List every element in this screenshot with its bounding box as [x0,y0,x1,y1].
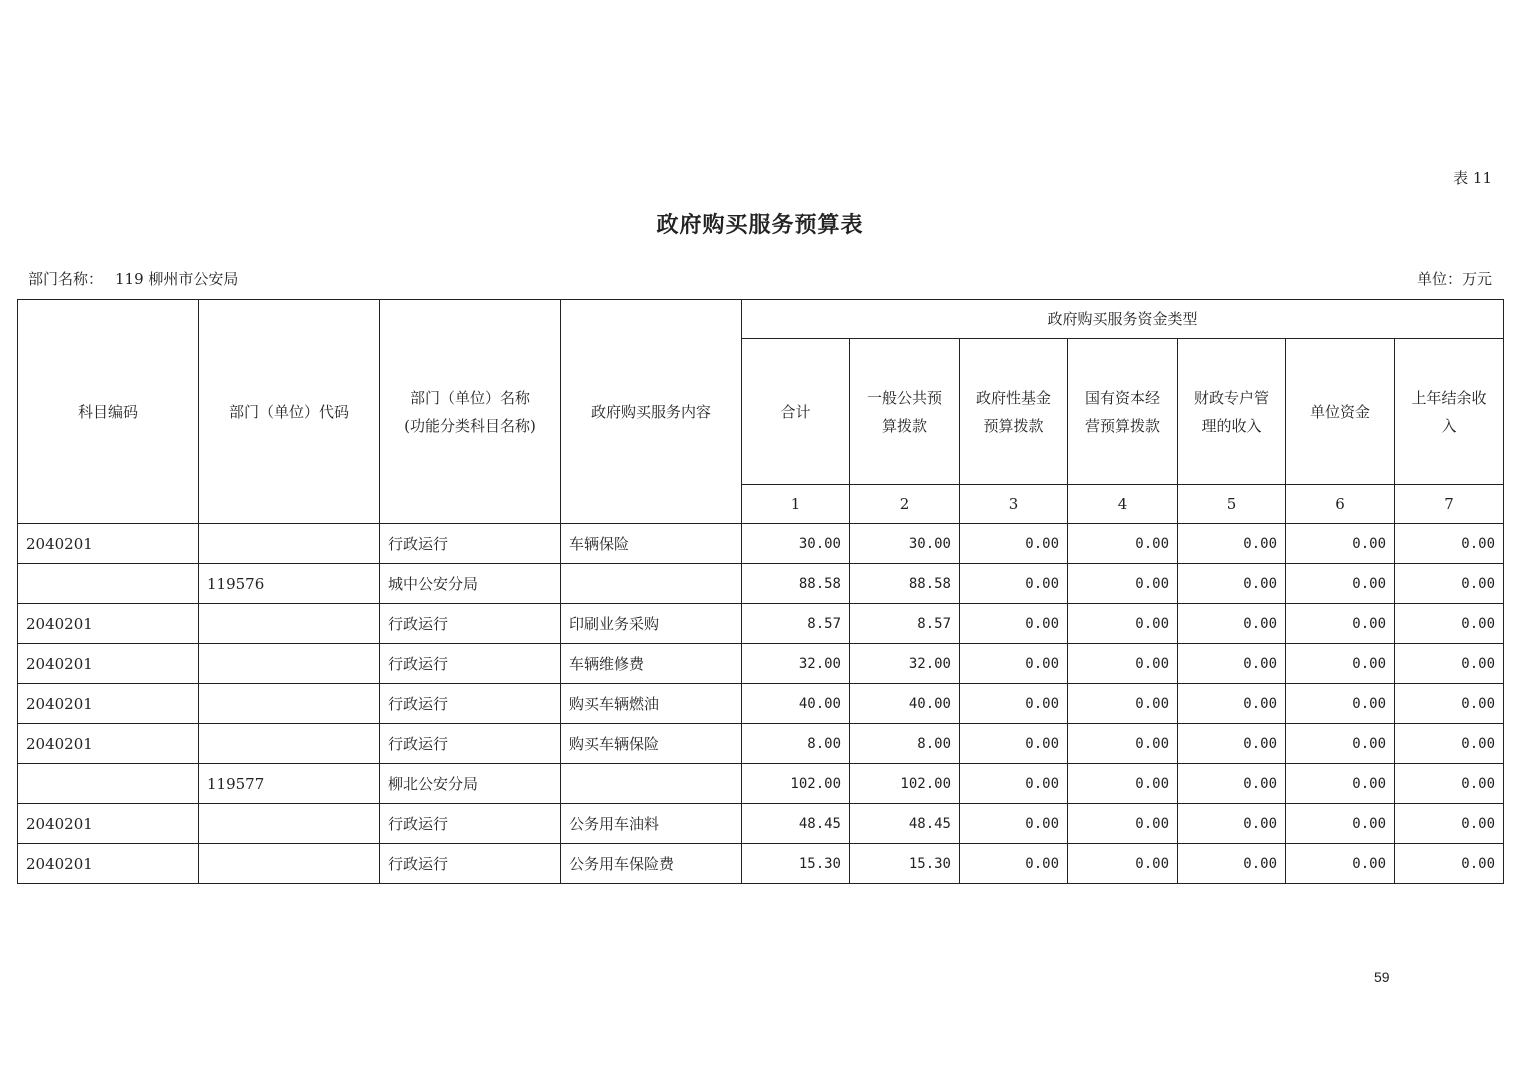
cell-subject-code: 2040201 [18,684,199,724]
header-col-unit-funds: 单位资金 [1286,339,1395,485]
cell-amount: 15.30 [742,844,850,884]
cell-amount: 0.00 [960,644,1068,684]
table-row [18,764,1504,804]
header-col-state-capital: 国有资本经 营预算拨款 [1068,339,1178,485]
cell-dept-name: 柳北公安分局 [380,764,561,804]
header-dept-name-line2: (功能分类科目名称) [404,416,536,435]
cell-amount: 0.00 [1178,604,1286,644]
cell-amount: 0.00 [1068,764,1178,804]
department-info [28,268,238,289]
cell-subject-code [18,764,199,804]
cell-dept-code [199,604,380,644]
cell-amount: 0.00 [1068,604,1178,644]
header-service-content: 政府购买服务内容 [561,300,742,524]
cell-amount: 0.00 [1286,764,1395,804]
table-row [18,724,1504,764]
cell-dept-name: 行政运行 [380,804,561,844]
table-row [18,644,1504,684]
cell-amount: 0.00 [960,764,1068,804]
cell-amount: 8.57 [850,604,960,644]
cell-amount: 40.00 [742,684,850,724]
header-col-prior-surplus: 上年结余收 入 [1395,339,1504,485]
cell-dept-name: 行政运行 [380,524,561,564]
cell-dept-name: 行政运行 [380,724,561,764]
unit-label: 单位：万元 [1416,270,1492,288]
header-col-number: 2 [850,485,960,524]
cell-amount: 0.00 [1395,684,1504,724]
cell-amount: 0.00 [1068,724,1178,764]
cell-amount: 0.00 [1178,764,1286,804]
cell-amount: 0.00 [1178,684,1286,724]
cell-amount: 0.00 [960,724,1068,764]
header-fund-type: 政府购买服务资金类型 [742,300,1504,339]
cell-subject-code: 2040201 [18,524,199,564]
cell-amount: 0.00 [1286,844,1395,884]
cell-service-content: 车辆保险 [561,524,742,564]
cell-amount: 40.00 [850,684,960,724]
cell-amount: 0.00 [1286,684,1395,724]
cell-amount: 32.00 [850,644,960,684]
cell-amount: 0.00 [1395,844,1504,884]
cell-amount: 0.00 [1286,804,1395,844]
cell-dept-code [199,804,380,844]
header-col-gov-fund: 政府性基金 预算拨款 [960,339,1068,485]
cell-amount: 0.00 [960,844,1068,884]
cell-amount: 0.00 [1178,724,1286,764]
cell-amount: 15.30 [850,844,960,884]
cell-subject-code: 2040201 [18,804,199,844]
cell-service-content: 购买车辆保险 [561,724,742,764]
cell-dept-code [199,524,380,564]
cell-amount: 0.00 [1068,804,1178,844]
header-col-number: 1 [742,485,850,524]
cell-service-content: 车辆维修费 [561,644,742,684]
cell-amount: 0.00 [1068,844,1178,884]
page-number: 59 [1374,969,1390,985]
cell-amount: 0.00 [1178,644,1286,684]
table-row [18,804,1504,844]
cell-dept-name: 行政运行 [380,684,561,724]
cell-subject-code [18,564,199,604]
cell-dept-code [199,684,380,724]
cell-amount: 48.45 [850,804,960,844]
cell-amount: 0.00 [960,564,1068,604]
cell-dept-name: 城中公安分局 [380,564,561,604]
cell-subject-code: 2040201 [18,644,199,684]
cell-amount: 48.45 [742,804,850,844]
cell-amount: 102.00 [742,764,850,804]
cell-dept-name: 行政运行 [380,844,561,884]
cell-amount: 30.00 [850,524,960,564]
cell-amount: 0.00 [1286,604,1395,644]
cell-amount: 0.00 [1286,564,1395,604]
cell-amount: 0.00 [960,684,1068,724]
cell-amount: 0.00 [960,524,1068,564]
header-col-number: 6 [1286,485,1395,524]
cell-service-content [561,564,742,604]
cell-amount: 0.00 [1395,764,1504,804]
department-label: 部门名称： [28,270,104,288]
table-row [18,564,1504,604]
cell-amount: 0.00 [1286,644,1395,684]
cell-amount: 102.00 [850,764,960,804]
header-dept-code: 部门（单位）代码 [199,300,380,524]
cell-amount: 0.00 [1395,524,1504,564]
cell-amount: 0.00 [1286,724,1395,764]
cell-amount: 0.00 [1178,524,1286,564]
table-row [18,684,1504,724]
table-row [18,844,1504,884]
cell-subject-code: 2040201 [18,724,199,764]
cell-service-content: 印刷业务采购 [561,604,742,644]
cell-amount: 0.00 [1068,644,1178,684]
header-col-general-budget: 一般公共预 算拨款 [850,339,960,485]
cell-amount: 0.00 [1178,804,1286,844]
cell-dept-code: 119576 [199,564,380,604]
table-row [18,524,1504,564]
department-value: 119 柳州市公安局 [115,270,239,288]
cell-amount: 0.00 [1068,564,1178,604]
cell-amount: 0.00 [960,604,1068,644]
cell-amount: 0.00 [1395,804,1504,844]
cell-amount: 0.00 [1068,524,1178,564]
header-col-number: 4 [1068,485,1178,524]
page-title: 政府购买服务预算表 [656,212,864,238]
cell-amount: 0.00 [1286,524,1395,564]
cell-dept-code: 119577 [199,764,380,804]
cell-dept-name: 行政运行 [380,604,561,644]
cell-amount: 30.00 [742,524,850,564]
header-col-total: 合计 [742,339,850,485]
table-number: 表 11 [1453,169,1492,187]
header-dept-name-line1: 部门（单位）名称 [409,388,530,407]
cell-amount: 0.00 [1395,604,1504,644]
cell-amount: 0.00 [1178,844,1286,884]
cell-amount: 8.00 [850,724,960,764]
cell-amount: 8.00 [742,724,850,764]
cell-subject-code: 2040201 [18,604,199,644]
cell-amount: 32.00 [742,644,850,684]
cell-amount: 0.00 [1395,564,1504,604]
cell-amount: 0.00 [960,804,1068,844]
cell-service-content: 公务用车油料 [561,804,742,844]
table-row [18,604,1504,644]
table-body [18,524,1504,884]
cell-subject-code: 2040201 [18,844,199,884]
cell-amount: 0.00 [1395,724,1504,764]
cell-amount: 0.00 [1395,644,1504,684]
cell-dept-code [199,644,380,684]
cell-dept-code [199,844,380,884]
cell-service-content: 公务用车保险费 [561,844,742,884]
header-col-number: 5 [1178,485,1286,524]
cell-service-content: 购买车辆燃油 [561,684,742,724]
header-dept-name [380,300,561,524]
budget-table [17,299,1504,884]
cell-amount: 0.00 [1068,684,1178,724]
header-col-special-account: 财政专户管 理的收入 [1178,339,1286,485]
cell-dept-code [199,724,380,764]
cell-dept-name: 行政运行 [380,644,561,684]
cell-amount: 8.57 [742,604,850,644]
cell-amount: 88.58 [742,564,850,604]
header-col-number: 3 [960,485,1068,524]
header-col-number: 7 [1395,485,1504,524]
cell-amount: 0.00 [1178,564,1286,604]
cell-service-content [561,764,742,804]
cell-amount: 88.58 [850,564,960,604]
header-subject-code: 科目编码 [18,300,199,524]
